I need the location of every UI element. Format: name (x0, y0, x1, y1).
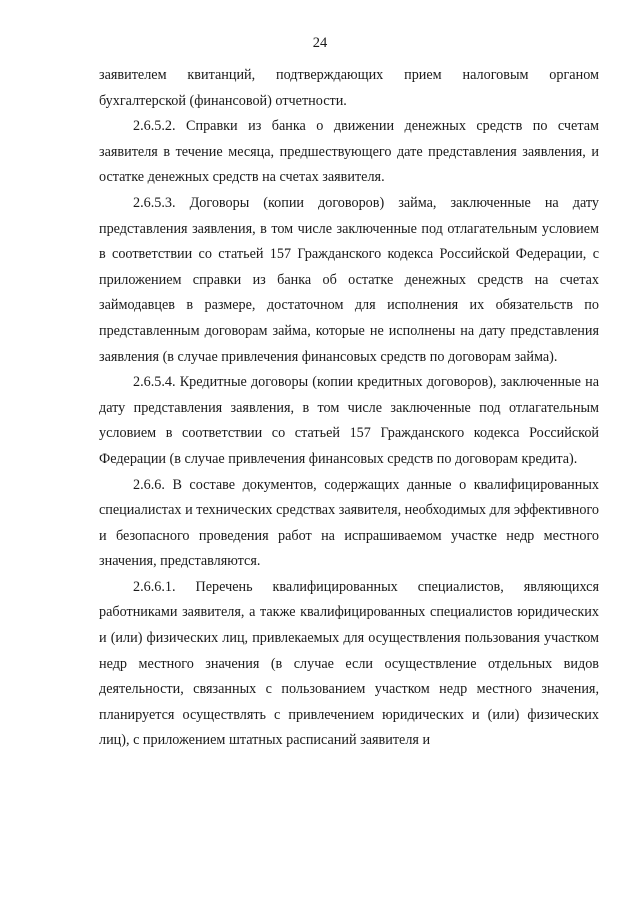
paragraph-2-6-6: 2.6.6. В составе документов, содержащих данные о квалифицированных специалистах и технических средствах заявителя, необходимых для эффективного и безопасного проведения работ на испрашиваемом участке недр местного значения, представляются. (99, 476, 599, 570)
page-number: 24 (312, 35, 328, 51)
paragraph-continuation: заявителем квитанций, подтверждающих прием налоговым органом бухгалтерской (финансовой) отчетности. (99, 67, 599, 109)
paragraph-2-6-5-2: 2.6.5.2. Справки из банка о движении денежных средств по счетам заявителя в течение месяца, предшествующего дате представления заявления, и остатке денежных средств на счетах заявителя. (99, 118, 599, 186)
paragraph-2-6-5-4: 2.6.5.4. Кредитные договоры (копии кредитных договоров), заключенные на дату представления заявления, в том числе заключенные под отлагательным условием в соответствии со статьей 157 Гражданского кодекса Российской Федерации (в случае привлечения финансовых средств по договорам кредита). (99, 374, 599, 467)
paragraph-2-6-5-3: 2.6.5.3. Договоры (копии договоров) займа, заключенные на дату представления заявления, в том числе заключенные под отлагательным условием в соответствии со статьей 157 Гражданского кодекса Российской Федерации, с приложением справки из банка об остатке денежных средств на счетах займодавцев в размере, достаточном для исполнения их обязательств по представленным договорам займа, которые не исполнены на дату представления заявления (в случае привлечения финансовых средств по договорам займа). (99, 194, 599, 365)
document-body (99, 63, 599, 754)
paragraph-2-6-6-1: 2.6.6.1. Перечень квалифицированных специалистов, являющихся работниками заявителя, а также квалифицированных специалистов юридических и (или) физических лиц, привлекаемых для осуществления пользования участком недр местного значения (в случае если осуществление отдельных видов деятельности, связанных с пользованием участком недр местного значения, планируется осуществлять с привлечением юридических и (или) физических лиц), с приложением штатных расписаний заявителя и (99, 578, 599, 749)
